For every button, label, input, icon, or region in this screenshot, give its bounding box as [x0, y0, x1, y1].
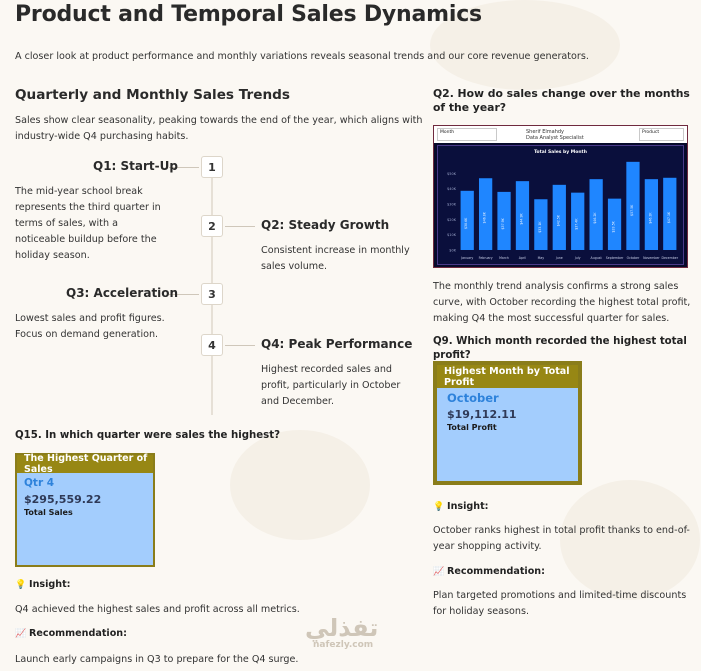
bar-data-label: $33.5K [611, 221, 616, 233]
kpi-secondary-value: $19,112.11 [447, 408, 517, 421]
kpi-label: Total Sales [24, 508, 73, 517]
y-tick-label: $50K [447, 171, 456, 176]
insight-label: Insight: [447, 501, 489, 512]
recommendation-line: for holiday seasons. [433, 606, 529, 617]
dashboard-author: Sherif Elmahdy [526, 129, 564, 135]
recommendation-label: Recommendation: [447, 566, 545, 577]
q9-question: Q9. Which month recorded the highest total profit? [433, 336, 687, 361]
x-tick-label: January [461, 256, 474, 260]
background-decoration [230, 430, 370, 540]
bar-data-label: $47.1K [666, 211, 671, 224]
highest-month-card [433, 361, 582, 485]
kpi-label: Total Profit [447, 423, 497, 432]
lightbulb-icon: 💡 [433, 502, 445, 512]
trend-line: The monthly trend analysis confirms a strong sales [433, 281, 679, 292]
timeline-step-2-title: Q2: Steady Growth [261, 218, 390, 232]
x-tick-label: October [626, 256, 640, 260]
timeline-step-1-number: 1 [201, 156, 223, 178]
bar-data-label: $57.5K [629, 204, 634, 216]
insight-line: year shopping activity. [433, 541, 542, 552]
bar-data-label: $33.1K [537, 221, 542, 233]
desc-line: holiday season. [15, 250, 90, 261]
desc-line: Consistent increase in monthly [261, 245, 410, 256]
trend-line: curve, with October recording the highest total profit, [433, 297, 691, 308]
dashboard-author-title: Data Analyst Specialist [526, 135, 584, 141]
page-intro: A closer look at product performance and monthly variations reveals seasonal trends and our core revenue generators. [15, 51, 589, 62]
bar-data-label: $38.6K [464, 217, 469, 229]
desc-line: profit, particularly in October [261, 380, 401, 391]
bar-data-label: $44.9K [519, 213, 524, 225]
timeline-step-4-number: 4 [201, 334, 223, 356]
recommendation-text [433, 588, 686, 620]
trend-analysis-text [433, 279, 690, 327]
y-tick-label: $20K [447, 217, 456, 222]
chart-title: Total Sales by Month [534, 150, 587, 155]
x-tick-label: March [499, 256, 509, 260]
timeline-step-1-title: Q1: Start-Up [93, 159, 178, 173]
recommendation-text: Launch early campaigns in Q3 to prepare for the Q4 surge. [15, 654, 299, 665]
insight-line: October ranks highest in total profit thanks to end-of- [433, 525, 690, 536]
section-description-line: Sales show clear seasonality, peaking towards the end of the year, which aligns with [15, 115, 423, 126]
desc-line: sales volume. [261, 261, 328, 272]
timeline-step-4-title: Q4: Peak Performance [261, 337, 413, 351]
section-title: Quarterly and Monthly Sales Trends [15, 87, 290, 103]
x-tick-label: November [643, 256, 660, 260]
q2-question [433, 87, 690, 115]
y-tick-label: $30K [447, 202, 456, 207]
page-title: Product and Temporal Sales Dynamics [15, 2, 482, 27]
x-tick-label: June [555, 256, 563, 260]
q15-question: Q15. In which quarter were sales the highest? [15, 430, 281, 441]
desc-line: Lowest sales and profit figures. [15, 313, 165, 324]
highest-quarter-card [15, 453, 155, 567]
desc-line: The mid-year school break [15, 186, 143, 197]
bar-data-label: $46.2K [648, 212, 653, 224]
kpi-primary-value: Qtr 4 [24, 477, 55, 489]
trend-line: making Q4 the most successful quarter for sales. [433, 313, 670, 324]
x-tick-label: April [518, 256, 527, 260]
desc-line: and December. [261, 396, 335, 407]
y-tick-label: $40K [447, 187, 456, 192]
timeline-connector [225, 345, 255, 346]
chart-trend-icon: 📈 [15, 629, 27, 639]
y-tick-label: $10K [447, 233, 456, 238]
dashboard-heading [526, 129, 584, 141]
desc-line: terms of sales, with a [15, 218, 118, 229]
section-description [15, 113, 423, 145]
bar-data-label: $46.8K [482, 212, 487, 224]
timeline-step-2-number: 2 [201, 215, 223, 237]
insight-heading [433, 499, 489, 515]
kpi-secondary-value: $295,559.22 [24, 493, 102, 506]
desc-line: represents the third quarter in [15, 202, 161, 213]
sales-dashboard-thumbnail [433, 125, 688, 268]
lightbulb-icon: 💡 [15, 580, 27, 590]
timeline-step-3-desc [15, 311, 165, 343]
insight-heading [15, 577, 71, 593]
recommendation-heading [15, 626, 127, 642]
insight-text: Q4 achieved the highest sales and profit across all metrics. [15, 604, 300, 615]
timeline-step-2-desc [261, 243, 410, 275]
kpi-card-header: Highest Month by Total Profit [437, 365, 578, 388]
bar-data-label: $42.5K [556, 215, 561, 227]
timeline-step-4-desc [261, 362, 400, 410]
product-filter[interactable]: Product [639, 128, 684, 141]
x-tick-label: September [605, 256, 624, 260]
watermark-arabic: تفذلي [305, 614, 379, 642]
recommendation-label: Recommendation: [29, 628, 127, 639]
recommendation-line: Plan targeted promotions and limited-time discounts [433, 590, 687, 601]
q2-question-line: Q2. How do sales change over the months [433, 87, 690, 100]
x-tick-label: August [590, 256, 602, 260]
x-tick-label: December [661, 256, 679, 260]
bar-data-label: $46.2K [593, 212, 598, 224]
total-sales-by-month-chart [437, 145, 684, 265]
watermark-logo [305, 616, 378, 650]
x-tick-label: February [478, 256, 493, 260]
timeline-step-3-number: 3 [201, 283, 223, 305]
desc-line: Highest recorded sales and [261, 364, 392, 375]
insight-label: Insight: [29, 579, 71, 590]
desc-line: noticeable buildup before the [15, 234, 157, 245]
y-tick-label: $0K [449, 248, 456, 253]
bar-data-label: $37.4K [574, 218, 579, 230]
recommendation-heading [433, 564, 545, 580]
timeline-connector [225, 226, 255, 227]
watermark-latin: nafezly.com [313, 640, 374, 650]
timeline-step-1-desc [15, 184, 161, 264]
kpi-card-header: The Highest Quarter of Sales [17, 455, 153, 473]
section-description-line: industry-wide Q4 purchasing habits. [15, 131, 189, 142]
insight-text [433, 523, 690, 555]
kpi-primary-value: October [447, 391, 499, 405]
bar-data-label: $37.9K [501, 218, 506, 230]
q2-question-line: of the year? [433, 101, 507, 114]
bar-chart-svg [438, 146, 683, 264]
chart-trend-icon: 📈 [433, 567, 445, 577]
timeline-step-3-title: Q3: Acceleration [66, 286, 179, 300]
month-filter[interactable]: Month [437, 128, 497, 141]
desc-line: Focus on demand generation. [15, 329, 159, 340]
x-tick-label: July [574, 256, 581, 260]
x-tick-label: May [537, 256, 545, 260]
